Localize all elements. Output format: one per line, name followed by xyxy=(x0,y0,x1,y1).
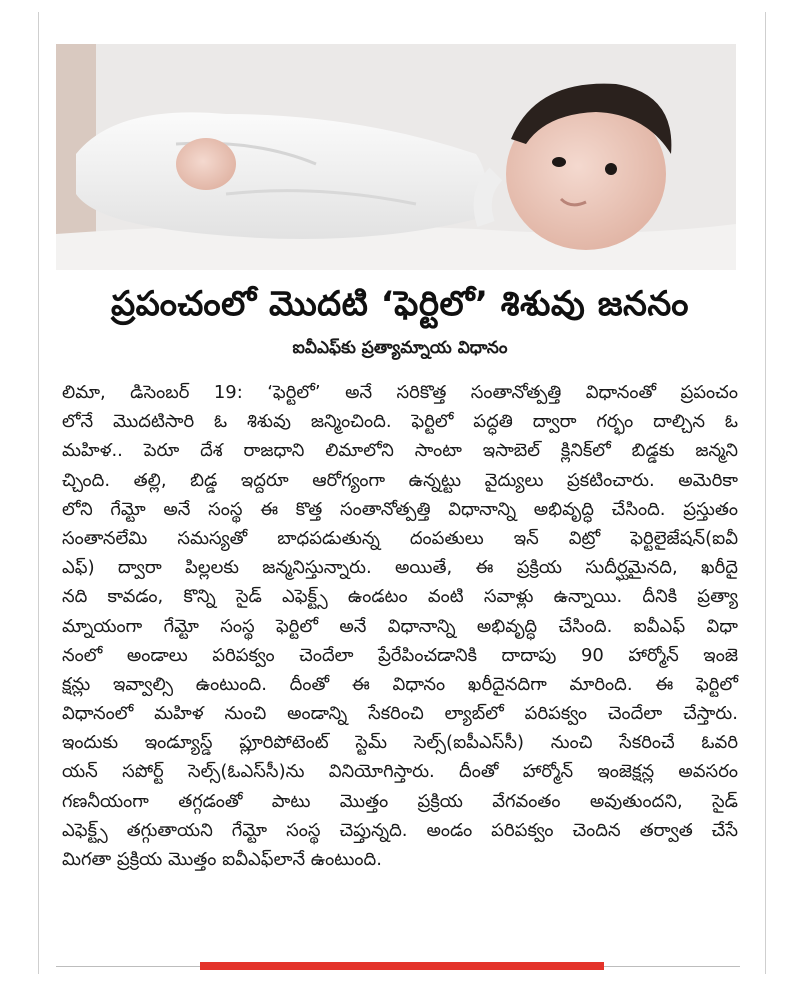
body-line: మహిళ.. పెరూ దేశ రాజధాని లిమాలోని సాంటా ఇసాబెల్ క్లినిక్‌లో బిడ్డకు జన్మని xyxy=(62,440,738,462)
accent-rule xyxy=(200,962,604,970)
body-line: క్షన్లు ఇవ్వాల్సి ఉంటుంది. దీంతో ఈ విధానం ఖరీదైనదిగా మారింది. ఈ ఫెర్టిలో xyxy=(62,673,738,695)
body-line: గణనీయంగా తగ్గడంతో పాటు మొత్తం ప్రక్రియ వేగవంతం అవుతుందని, సైడ్ xyxy=(62,790,738,812)
body-line: ఇందుకు ఇండ్యూస్డ్ ప్లూరిపోటెంట్ స్టెమ్ సెల్స్(ఐపీఎస్‌సీ) నుంచి సేకరించే ఓవరి xyxy=(62,732,738,754)
body-line: ఎఫెక్ట్స్ తగ్గుతాయని గేమ్టో సంస్థ చెప్తున్నది. అండం పరిపక్వం చెందిన తర్వాత చేసే xyxy=(62,819,738,841)
body-line: లోని గేమ్టో అనే సంస్థ ఈ కొత్త సంతానోత్పత్తి విధానాన్ని అభివృద్ధి చేసింది. ప్రస్తుతం xyxy=(62,498,738,520)
body-line: సంతానలేమి సమస్యతో బాధపడుతున్న దంపతులు ఇన్ విట్రో ఫెర్టిలైజేషన్(ఐవీ xyxy=(62,527,738,549)
article-subheadline: ఐవీఎఫ్‌కు ప్రత్యామ్నాయ విధానం xyxy=(292,338,508,358)
body-line: మ్నాయంగా గేమ్టో సంస్థ ఫెర్టిలో అనే విధానాన్ని అభివృద్ధి చేసింది. ఐవీఎఫ్ విధా xyxy=(62,615,738,637)
newborn-baby-photo xyxy=(56,44,736,270)
body-line: యన్ సపోర్ట్ సెల్స్(ఓఎస్‌సీ)ను వినియోగిస్తారు. దీంతో హార్మోన్ ఇంజెక్షన్ల అవసరం xyxy=(62,761,738,783)
article-body xyxy=(62,378,738,874)
body-line: నది కావడం, కొన్ని సైడ్ ఎఫెక్ట్స్ ఉండటం వంటి సవాళ్లు ఉన్నాయి. దీనికి ప్రత్యా xyxy=(62,586,738,608)
body-line: మిగతా ప్రక్రియ మొత్తం ఐవీఎఫ్‌లానే ఉంటుంది. xyxy=(62,849,382,870)
body-line: లోనే మొదటిసారి ఓ శిశువు జన్మించింది. ఫెర్టిలో పద్ధతి ద్వారా గర్భం దాల్చిన ఓ xyxy=(62,411,738,433)
body-line: చ్చింది. తల్లి, బిడ్డ ఇద్దరూ ఆరోగ్యంగా ఉన్నట్టు వైద్యులు ప్రకటించారు. అమెరికా xyxy=(62,469,738,491)
body-line: నంలో అండాలు పరిపక్వం చెందేలా ప్రేరేపించడానికి దాదాపు 90 హార్మోన్ ఇంజె xyxy=(62,644,738,666)
body-line: విధానంలో మహిళ నుంచి అండాన్ని సేకరించి ల్యాబ్‌లో పరిపక్వం చెందేలా చేస్తారు. xyxy=(62,703,738,725)
article-headline: ప్రపంచంలో మొదటి ‘ఫెర్టిలో’ శిశువు జననం xyxy=(110,284,690,324)
body-line: ఎఫ్) ద్వారా పిల్లలకు జన్మనిస్తున్నారు. అయితే, ఈ ప్రక్రియ సుదీర్ఘమైనది, ఖరీదై xyxy=(62,557,738,579)
baby-illustration xyxy=(56,44,736,270)
body-line: లిమా, డిసెంబర్ 19: ‘ఫెర్టిలో’ అనే సరికొత్త సంతానోత్పత్తి విధానంతో ప్రపంచం xyxy=(62,382,738,403)
